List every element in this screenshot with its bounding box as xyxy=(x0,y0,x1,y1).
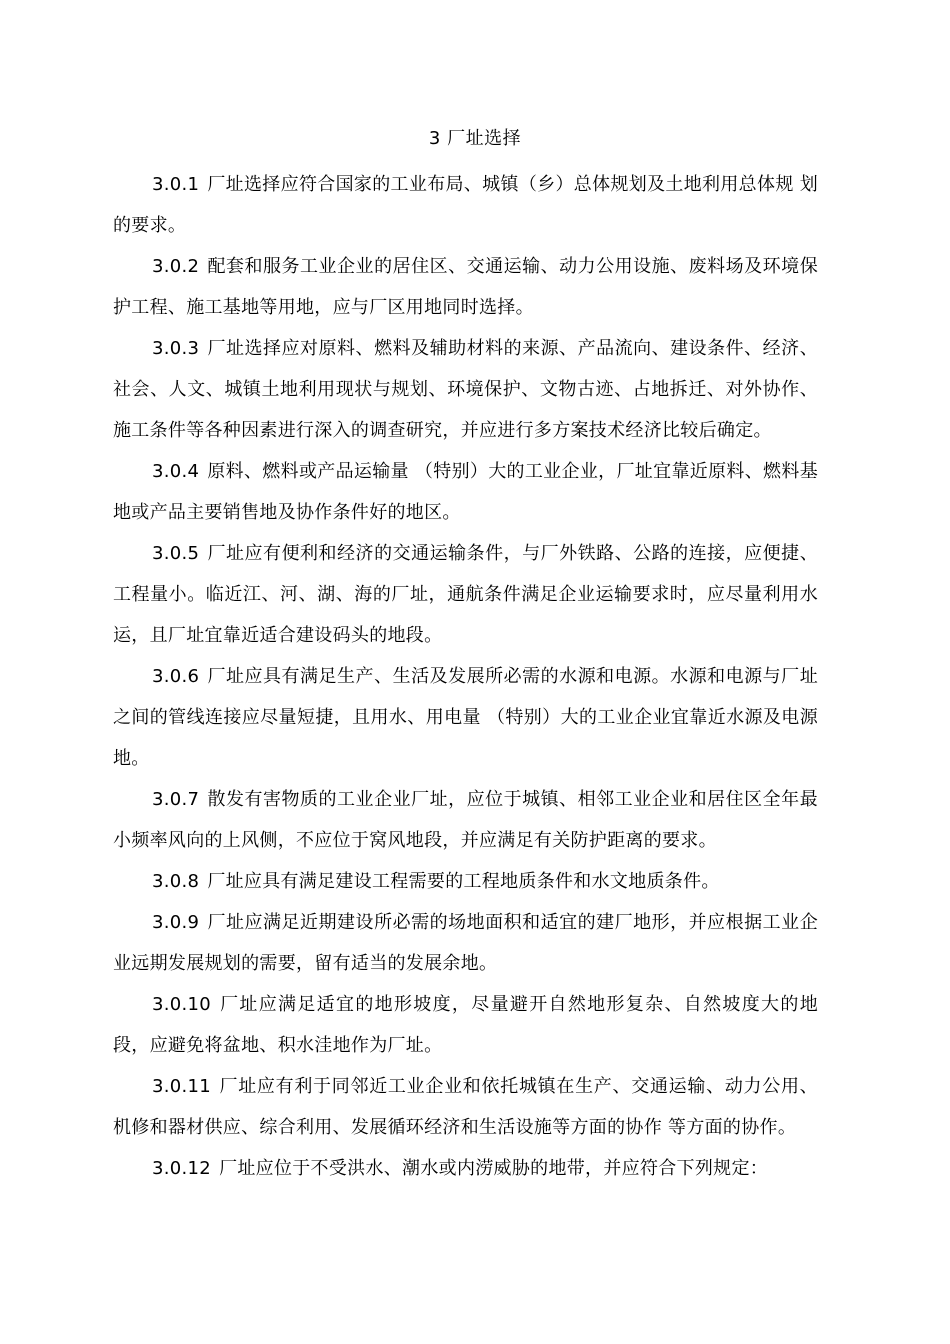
clause-text: 厂址选择应对原料、燃料及辅助材料的来源、产品流向、建设条件、经济、社会、人文、城镇土地利用现状与规划、环境保护、文物古迹、占地拆迁、对外协作、施工条件等各种因素进行深入的调查研究，并应进行多方案技术经济比较后确定。 xyxy=(113,338,818,441)
clause-number: 3.0.5 xyxy=(152,543,200,564)
clause-number: 3.0.4 xyxy=(152,461,200,482)
clause-3-0-2 xyxy=(113,246,818,328)
clause-number: 3.0.8 xyxy=(152,871,200,892)
clause-number: 3.0.9 xyxy=(152,912,200,933)
clause-text: 厂址应满足近期建设所必需的场地面积和适宜的建厂地形，并应根据工业企业远期发展规划的需要，留有适当的发展余地。 xyxy=(113,912,818,974)
clause-text: 厂址应有利于同邻近工业企业和依托城镇在生产、交通运输、动力公用、机修和器材供应、综合利用、发展循环经济和生活设施等方面的协作 等方面的协作。 xyxy=(113,1076,818,1138)
section-title: 3 厂址选择 xyxy=(428,128,522,149)
clause-list xyxy=(113,164,818,1189)
clause-3-0-8 xyxy=(113,861,818,902)
clause-3-0-7 xyxy=(113,779,818,861)
clause-number: 3.0.12 xyxy=(152,1158,212,1179)
clause-number: 3.0.6 xyxy=(152,666,200,687)
clause-3-0-1 xyxy=(113,164,818,246)
clause-text: 散发有害物质的工业企业厂址，应位于城镇、相邻工业企业和居住区全年最小频率风向的上风侧，不应位于窝风地段，并应满足有关防护距离的要求。 xyxy=(113,789,818,851)
clause-3-0-11 xyxy=(113,1066,818,1148)
clause-3-0-10 xyxy=(113,984,818,1066)
clause-number: 3.0.7 xyxy=(152,789,200,810)
clause-3-0-3 xyxy=(113,328,818,451)
clause-3-0-9 xyxy=(113,902,818,984)
clause-text: 厂址选择应符合国家的工业布局、城镇（乡）总体规划及土地利用总体规 划的要求。 xyxy=(113,174,818,236)
clause-text: 厂址应具有满足生产、生活及发展所必需的水源和电源。水源和电源与厂址之间的管线连接应尽量短捷，且用水、用电量 （特别）大的工业企业宜靠近水源及电源地。 xyxy=(113,666,818,769)
clause-number: 3.0.1 xyxy=(152,174,200,195)
clause-number: 3.0.11 xyxy=(152,1076,212,1097)
clause-3-0-6 xyxy=(113,656,818,779)
clause-number: 3.0.10 xyxy=(152,994,212,1015)
clause-text: 厂址应有便利和经济的交通运输条件，与厂外铁路、公路的连接，应便捷、工程量小。临近江、河、湖、海的厂址，通航条件满足企业运输要求时，应尽量利用水运，且厂址宜靠近适合建设码头的地段。 xyxy=(113,543,818,646)
clause-3-0-4 xyxy=(113,451,818,533)
clause-text: 原料、燃料或产品运输量 （特别）大的工业企业，厂址宜靠近原料、燃料基地或产品主要销售地及协作条件好的地区。 xyxy=(113,461,818,523)
clause-text: 配套和服务工业企业的居住区、交通运输、动力公用设施、废料场及环境保护工程、施工基地等用地，应与厂区用地同时选择。 xyxy=(113,256,818,318)
clause-3-0-5 xyxy=(113,533,818,656)
clause-number: 3.0.2 xyxy=(152,256,200,277)
clause-text: 厂址应具有满足建设工程需要的工程地质条件和水文地质条件。 xyxy=(207,871,720,892)
clause-number: 3.0.3 xyxy=(152,338,200,359)
clause-text: 厂址应位于不受洪水、潮水或内涝威胁的地带，并应符合下列规定： xyxy=(219,1158,769,1179)
clause-3-0-12 xyxy=(113,1148,818,1189)
clause-text: 厂址应满足适宜的地形坡度，尽量避开自然地形复杂、自然坡度大的地段，应避免将盆地、积水洼地作为厂址。 xyxy=(113,994,818,1056)
